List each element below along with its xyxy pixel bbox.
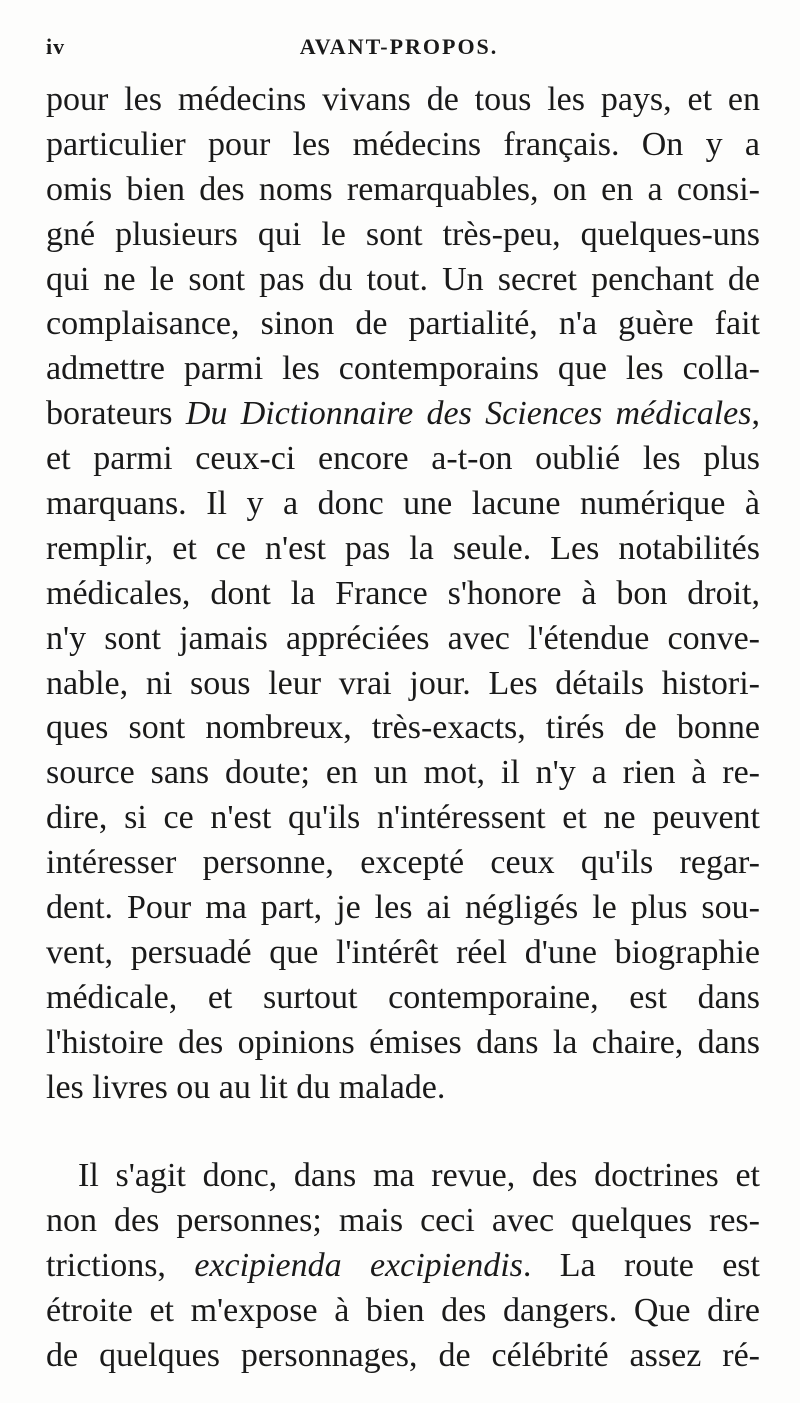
- text-line: [46, 123, 760, 168]
- text-line: [46, 213, 760, 258]
- text-line: [46, 258, 760, 303]
- text-segment: intéresser personne, excepté ceux qu'ils regar-: [46, 844, 760, 882]
- text-line: [46, 347, 760, 392]
- text-segment: complaisance, sinon de partialité, n'a guère fait: [46, 305, 760, 343]
- text-segment: Il s'agit donc, dans ma revue, des doctrines et: [78, 1157, 760, 1195]
- text-line: [46, 572, 760, 617]
- text-segment: pour les médecins vivans de tous les pays, et en: [46, 81, 760, 118]
- running-head: AVANT-PROPOS.: [299, 34, 499, 59]
- text-line: [46, 1021, 760, 1066]
- text-segment: médicale, et surtout contemporaine, est dans: [46, 978, 760, 1016]
- text-line: [46, 931, 760, 976]
- body-text: [46, 78, 760, 1379]
- italic-text: excipienda excipiendis: [194, 1247, 523, 1285]
- text-segment: qui ne le sont pas du tout. Un secret penchant de: [46, 260, 760, 298]
- text-line: [46, 706, 760, 751]
- text-line: [46, 662, 760, 707]
- text-segment: admettre parmi les contemporains que les colla-: [46, 350, 760, 388]
- text-segment: particulier pour les médecins français. On y a: [46, 125, 760, 163]
- text-line: [46, 617, 760, 662]
- text-segment: dent. Pour ma part, je les ai négligés le plus sou-: [46, 889, 760, 927]
- text-line: [46, 302, 760, 347]
- text-line: [46, 1289, 760, 1334]
- text-segment: non des personnes; mais ceci avec quelques res-: [46, 1202, 760, 1240]
- paragraph: [46, 78, 760, 1110]
- text-segment: gné plusieurs qui le sont très-peu, quelques-uns: [46, 215, 760, 253]
- text-segment: omis bien des noms remarquables, on en a consi-: [46, 170, 760, 208]
- text-segment: vent, persuadé que l'intérêt réel d'une biographie: [46, 933, 760, 971]
- text-line: [46, 482, 760, 527]
- text-segment: nable, ni sous leur vrai jour. Les détails histori-: [46, 664, 760, 702]
- text-line: [46, 751, 760, 796]
- text-segment: ques sont nombreux, très-exacts, tirés de bonne: [46, 709, 760, 747]
- text-segment: source sans doute; en un mot, il n'y a rien à re-: [46, 754, 760, 792]
- text-segment: trictions,: [46, 1247, 195, 1285]
- text-line: [46, 1066, 760, 1111]
- text-line: [46, 78, 760, 123]
- text-line: [46, 1334, 760, 1379]
- text-line: [46, 1244, 760, 1289]
- paragraph: [46, 1154, 760, 1378]
- text-segment: les livres ou au lit du malade.: [46, 1068, 446, 1106]
- text-segment: . La route est: [522, 1247, 760, 1285]
- paragraph-gap: [46, 1110, 760, 1154]
- italic-text: Du Dictionnaire des Sciences médicales: [185, 395, 752, 433]
- text-line: [46, 527, 760, 572]
- text-segment: dire, si ce n'est qu'ils n'intéressent et ne peuvent: [46, 799, 760, 837]
- text-segment: remplir, et ce n'est pas la seule. Les notabilités: [46, 529, 760, 567]
- text-line: [46, 1154, 760, 1199]
- text-segment: borateurs: [46, 395, 186, 433]
- text-segment: n'y sont jamais appréciées avec l'étendue conve-: [46, 619, 760, 657]
- text-segment: étroite et m'expose à bien des dangers. Que dire: [46, 1292, 760, 1330]
- text-line: [46, 886, 760, 931]
- text-segment: médicales, dont la France s'honore à bon droit,: [46, 574, 760, 612]
- text-segment: et parmi ceux-ci encore a-t-on oublié les plus: [46, 440, 760, 478]
- page-header: [46, 34, 752, 64]
- text-line: [46, 1199, 760, 1244]
- text-line: [46, 976, 760, 1021]
- text-segment: l'histoire des opinions émises dans la chaire, dans: [46, 1023, 760, 1061]
- text-segment: de quelques personnages, de célébrité assez ré-: [46, 1337, 760, 1375]
- text-line: [46, 796, 760, 841]
- text-line: [46, 841, 760, 886]
- text-line: [46, 437, 760, 482]
- text-line: [46, 392, 760, 437]
- text-segment: marquans. Il y a donc une lacune numérique à: [46, 485, 760, 523]
- text-line: [46, 168, 760, 213]
- page-number: iv: [46, 34, 66, 59]
- text-segment: ,: [751, 395, 761, 433]
